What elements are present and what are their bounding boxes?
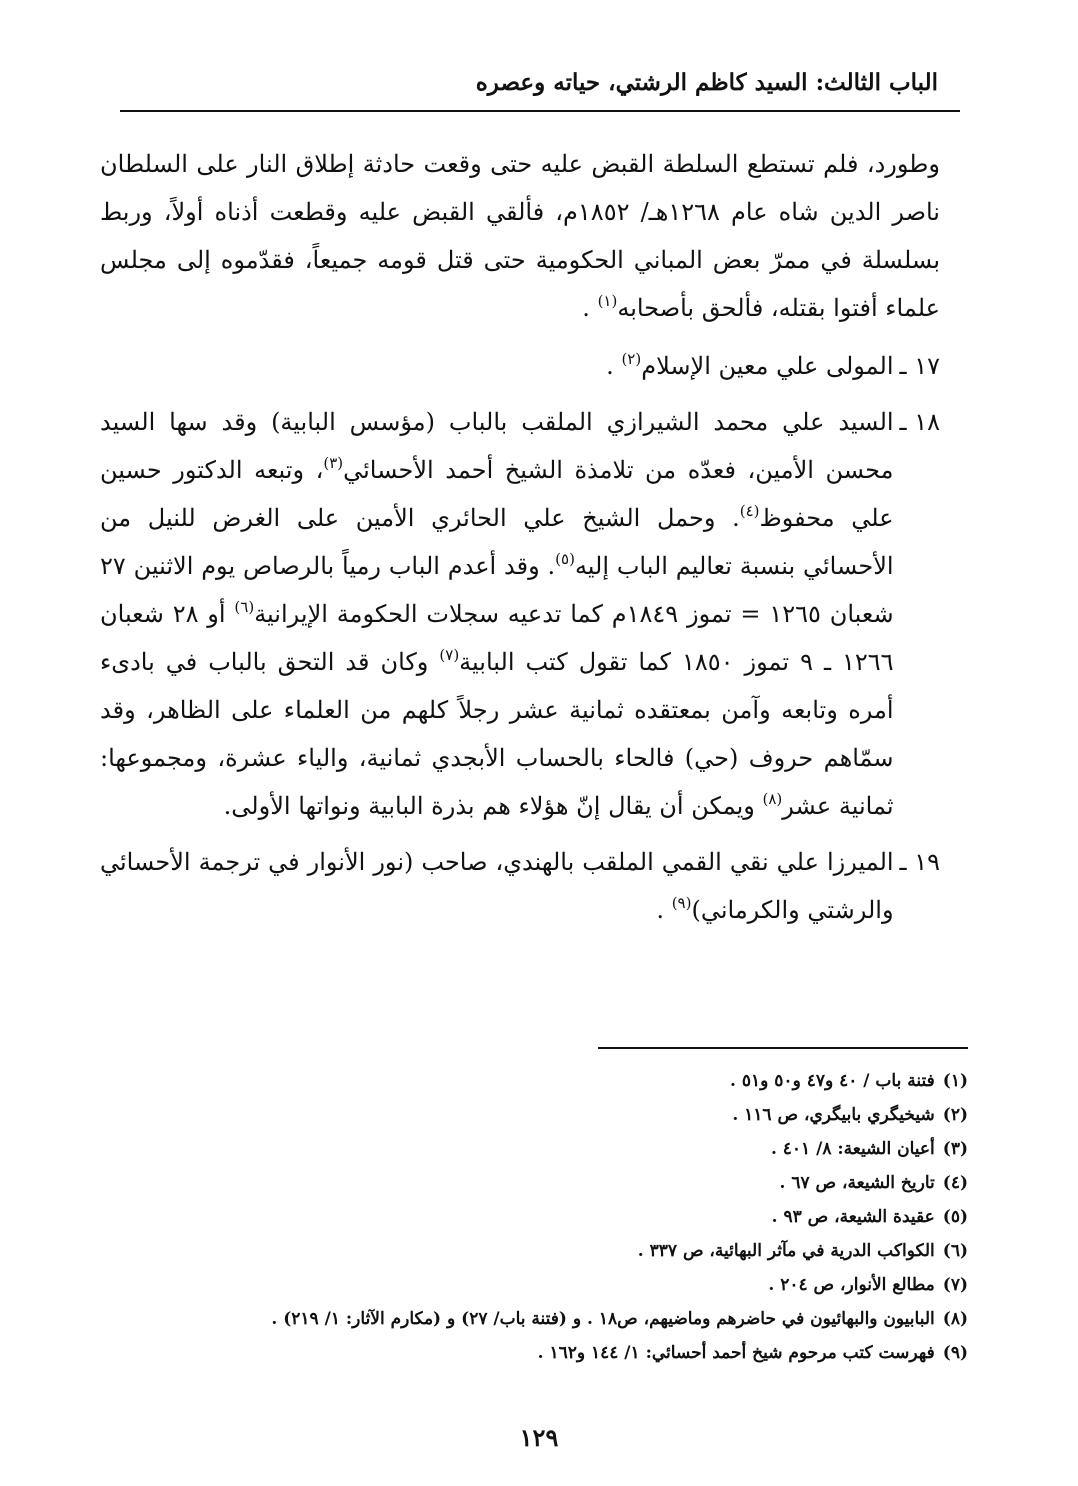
footnote-8	[138, 1302, 968, 1336]
footnote-ref-6[interactable]: (٦)	[234, 598, 255, 616]
footnote-9	[138, 1336, 968, 1370]
footnote-ref-2[interactable]: (٢)	[621, 350, 642, 368]
footnote-ref-4[interactable]: (٤)	[739, 502, 760, 520]
footnote-number: (٧)	[942, 1275, 968, 1295]
item-18-number: ١٨ ـ	[899, 408, 940, 436]
running-header: الباب الثالث: السيد كاظم الرشتي، حياته وعصره	[475, 69, 938, 96]
item-17-number: ١٧ ـ	[899, 352, 940, 380]
footnote-number: (٨)	[942, 1309, 968, 1329]
footnote-4	[138, 1166, 968, 1200]
intro-text: وطورد، فلم تستطع السلطة القبض عليه حتى وقعت حادثة إطلاق النار على السلطان ناصر الدين شاه عام ١٢٦٨هـ/ ١٨٥٢م، فألقي القبض عليه وقطعت أذناه أولاً، وربط بسلسلة في ممرّ بعض المباني الحكومية حتى قتل قومه جميعاً، فقدّموه إلى مجلس علماء أفتوا بقتله، فألحق بأصحابه	[100, 150, 940, 322]
item-19-number: ١٩ ـ	[899, 848, 940, 876]
footnote-text: مطالع الأنوار، ص ٢٠٤ .	[768, 1275, 935, 1295]
footnote-rule	[598, 1047, 968, 1049]
footnote-text: البابيون والبهائيون في حاضرهم وماضيهم، ص١٨ . و (فتنة باب/ ٢٧) و (مكارم الآثار: ١/ ٢١٩) .	[271, 1309, 935, 1329]
list-item-17	[100, 342, 940, 390]
item-18-part-4: . وقد أعدم الباب رمياً بالرصاص يوم الاثنين ٢٧ شعبان ١٢٦٥ = تموز ١٨٤٩م كما تدعيه سجلات الحكومة الإيرانية	[100, 552, 894, 628]
item-18-text-wrap	[100, 398, 894, 830]
list-item-18	[100, 398, 940, 830]
footnote-ref-3[interactable]: (٣)	[323, 454, 344, 472]
item-18-part-1: السيد علي محمد الشيرازي الملقب بالباب (مؤسس البابية) وقد سها السيد محسن الأمين، فعدّه من تلامذة الشيخ أحمد الأحسائي	[100, 408, 894, 484]
item-17-text-wrap	[100, 342, 894, 390]
footnote-text: شيخيگري بابيگري، ص ١١٦ .	[732, 1105, 935, 1125]
footnote-number: (٢)	[942, 1105, 968, 1125]
footnote-number: (٣)	[942, 1139, 968, 1159]
footnote-text: أعيان الشيعة: ٨/ ٤٠١ .	[770, 1139, 935, 1159]
footnote-text: فهرست كتب مرحوم شيخ أحمد أحسائي: ١/ ١٤٤ و١٦٢ .	[537, 1343, 935, 1363]
item-17-end: .	[606, 352, 622, 380]
footnote-ref-9[interactable]: (٩)	[671, 894, 692, 912]
footnote-number: (٩)	[942, 1343, 968, 1363]
main-text	[100, 140, 940, 934]
footnote-number: (٦)	[942, 1241, 968, 1261]
footnote-7	[138, 1268, 968, 1302]
item-18-part-2: ، وتبعه الدكتور حسين علي محفوظ	[100, 456, 894, 532]
footnote-text: عقيدة الشيعة، ص ٩٣ .	[771, 1207, 935, 1227]
footnote-text: الكواكب الدرية في مآثر البهائية، ص ٣٣٧ .	[637, 1241, 935, 1261]
item-18-part-5: أو ٢٨ شعبان ١٢٦٦ ـ ٩ تموز ١٨٥٠ كما تقول كتب البابية	[100, 600, 894, 676]
footnote-ref-7[interactable]: (٧)	[439, 646, 460, 664]
footnote-number: (١)	[942, 1071, 968, 1091]
footnote-1	[138, 1064, 968, 1098]
list-item-19	[100, 838, 940, 934]
item-18-part-6: وكان قد التحق بالباب في بادىء أمره وتابعه وآمن بمعتقده ثمانية عشر رجلاً كلهم من العلماء على الظاهر، وقد سمّاهم حروف (حي) فالحاء بالحساب الأبجدي ثمانية، والياء عشرة، ومجموعها: ثمانية عشر	[100, 648, 894, 820]
footnote-text: فتنة باب / ٤٠ و٤٧ و٥٠ و٥١ .	[730, 1071, 935, 1091]
footnote-ref-5[interactable]: (٥)	[555, 550, 575, 568]
item-17-text: المولى علي معين الإسلام	[641, 352, 894, 380]
footnote-ref-1[interactable]: (١)	[597, 292, 618, 310]
footnote-ref-8[interactable]: (٨)	[762, 790, 783, 808]
item-19-text: الميرزا علي نقي القمي الملقب بالهندي، صاحب (نور الأنوار في ترجمة الأحسائي والرشتي والكرماني)	[100, 848, 894, 924]
item-18-part-3: . وحمل الشيخ علي الحائري الأمين على الغرض للنيل من الأحسائي بنسبة تعاليم الباب إليه	[100, 504, 894, 580]
intro-end: .	[582, 294, 598, 322]
item-19-end: .	[656, 896, 672, 924]
footnote-2	[138, 1098, 968, 1132]
item-19-text-wrap	[100, 838, 894, 934]
item-18-part-7: ويمكن أن يقال إنّ هؤلاء هم بذرة البابية ونواتها الأولى.	[223, 792, 763, 820]
footnotes-list	[138, 1064, 968, 1370]
footnote-3	[138, 1132, 968, 1166]
footnote-number: (٥)	[942, 1207, 968, 1227]
page-number: ١٢٩	[519, 1423, 559, 1452]
footnote-6	[138, 1234, 968, 1268]
intro-paragraph	[100, 140, 940, 332]
footnote-number: (٤)	[942, 1173, 968, 1193]
header-rule	[120, 110, 960, 112]
footnote-5	[138, 1200, 968, 1234]
footnote-text: تاريخ الشيعة، ص ٦٧ .	[779, 1173, 935, 1193]
